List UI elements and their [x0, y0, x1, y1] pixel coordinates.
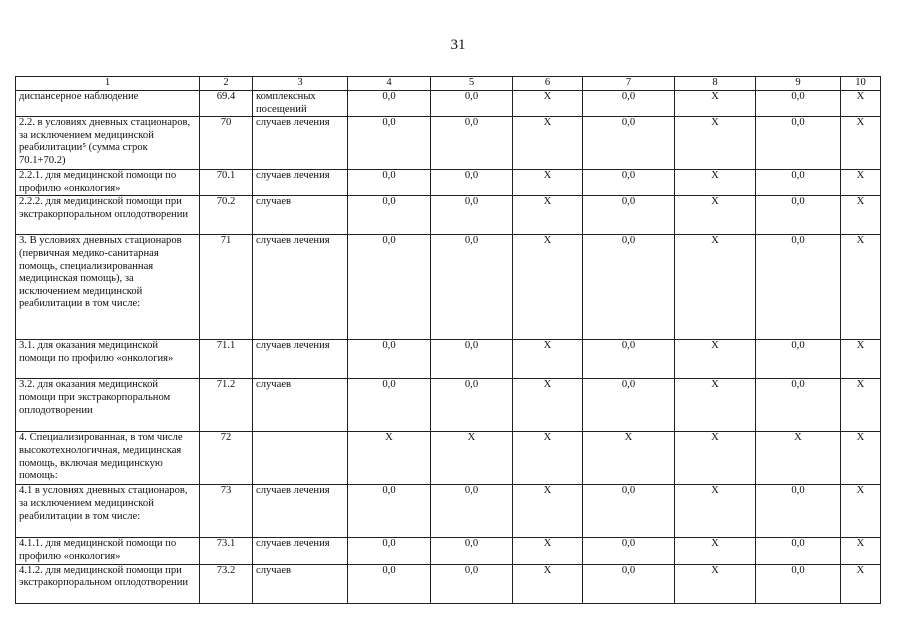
- row-value-cell: Х: [513, 117, 583, 170]
- header-cell: 1: [16, 77, 200, 91]
- row-value-cell: 0,0: [756, 170, 841, 196]
- row-number-cell: 73.1: [200, 538, 253, 564]
- report-table: [15, 76, 881, 604]
- row-value-cell: 0,0: [348, 538, 431, 564]
- row-value-cell: 0,0: [756, 196, 841, 235]
- row-value-cell: 0,0: [348, 564, 431, 603]
- header-row: [16, 77, 881, 91]
- header-cell: 8: [675, 77, 756, 91]
- row-value-cell: Х: [513, 170, 583, 196]
- table-row: [16, 379, 881, 432]
- row-value-cell: 0,0: [431, 196, 513, 235]
- row-value-cell: 0,0: [583, 196, 675, 235]
- row-number-cell: 71.1: [200, 340, 253, 379]
- row-value-cell: Х: [841, 432, 881, 485]
- table-row: [16, 340, 881, 379]
- row-unit-cell: случаев лечения: [253, 170, 348, 196]
- row-value-cell: 0,0: [348, 196, 431, 235]
- header-cell: 4: [348, 77, 431, 91]
- row-value-cell: 0,0: [583, 485, 675, 538]
- row-value-cell: Х: [675, 91, 756, 117]
- row-unit-cell: случаев: [253, 564, 348, 603]
- row-name-cell: 4. Специализированная, в том числе высокотехнологичная, медицинская помощь, включая медицинскую помощь:: [16, 432, 200, 485]
- row-value-cell: 0,0: [583, 170, 675, 196]
- row-name-cell: диспансерное наблюдение: [16, 91, 200, 117]
- table-row: [16, 564, 881, 603]
- row-value-cell: Х: [675, 196, 756, 235]
- row-unit-cell: комплексных посещений: [253, 91, 348, 117]
- table-row: [16, 538, 881, 564]
- row-value-cell: Х: [348, 432, 431, 485]
- row-value-cell: Х: [583, 432, 675, 485]
- row-value-cell: 0,0: [348, 91, 431, 117]
- row-value-cell: 0,0: [431, 379, 513, 432]
- row-value-cell: Х: [841, 170, 881, 196]
- row-value-cell: 0,0: [348, 379, 431, 432]
- row-value-cell: 0,0: [756, 538, 841, 564]
- page-number: 31: [450, 37, 466, 53]
- row-value-cell: Х: [756, 432, 841, 485]
- row-value-cell: 0,0: [431, 485, 513, 538]
- row-value-cell: 0,0: [583, 91, 675, 117]
- table-row: [16, 117, 881, 170]
- header-cell: 10: [841, 77, 881, 91]
- row-number-cell: 71: [200, 235, 253, 340]
- header-cell: 9: [756, 77, 841, 91]
- row-value-cell: Х: [513, 432, 583, 485]
- row-number-cell: 70: [200, 117, 253, 170]
- row-number-cell: 70.2: [200, 196, 253, 235]
- row-value-cell: Х: [841, 379, 881, 432]
- row-value-cell: Х: [675, 379, 756, 432]
- row-unit-cell: случаев лечения: [253, 340, 348, 379]
- row-value-cell: Х: [675, 340, 756, 379]
- row-value-cell: 0,0: [583, 538, 675, 564]
- row-value-cell: 0,0: [431, 538, 513, 564]
- row-value-cell: 0,0: [583, 340, 675, 379]
- row-unit-cell: случаев лечения: [253, 235, 348, 340]
- row-value-cell: 0,0: [756, 340, 841, 379]
- row-unit-cell: случаев лечения: [253, 117, 348, 170]
- header-cell: 6: [513, 77, 583, 91]
- row-value-cell: Х: [675, 235, 756, 340]
- row-value-cell: 0,0: [348, 235, 431, 340]
- row-value-cell: Х: [841, 91, 881, 117]
- row-value-cell: Х: [513, 538, 583, 564]
- row-name-cell: 3.2. для оказания медицинской помощи при экстракорпоральном оплодотворении: [16, 379, 200, 432]
- row-number-cell: 73.2: [200, 564, 253, 603]
- row-name-cell: 2.2.1. для медицинской помощи по профилю «онкология»: [16, 170, 200, 196]
- row-value-cell: Х: [675, 538, 756, 564]
- row-value-cell: 0,0: [348, 170, 431, 196]
- row-value-cell: Х: [513, 340, 583, 379]
- row-value-cell: Х: [841, 340, 881, 379]
- row-value-cell: 0,0: [431, 91, 513, 117]
- row-value-cell: Х: [513, 485, 583, 538]
- row-value-cell: Х: [431, 432, 513, 485]
- row-value-cell: Х: [675, 564, 756, 603]
- row-value-cell: 0,0: [583, 235, 675, 340]
- row-value-cell: 0,0: [756, 235, 841, 340]
- row-name-cell: 3.1. для оказания медицинской помощи по профилю «онкология»: [16, 340, 200, 379]
- row-value-cell: 0,0: [583, 117, 675, 170]
- row-name-cell: 4.1.2. для медицинской помощи при экстракорпоральном оплодотворении: [16, 564, 200, 603]
- row-value-cell: Х: [513, 91, 583, 117]
- row-value-cell: Х: [841, 564, 881, 603]
- row-value-cell: Х: [513, 564, 583, 603]
- row-unit-cell: случаев лечения: [253, 538, 348, 564]
- row-value-cell: Х: [841, 538, 881, 564]
- row-number-cell: 73: [200, 485, 253, 538]
- row-value-cell: Х: [675, 170, 756, 196]
- row-value-cell: Х: [841, 196, 881, 235]
- row-value-cell: 0,0: [756, 379, 841, 432]
- row-value-cell: 0,0: [348, 485, 431, 538]
- header-cell: 5: [431, 77, 513, 91]
- row-value-cell: Х: [675, 117, 756, 170]
- row-name-cell: 2.2.2. для медицинской помощи при экстракорпоральном оплодотворении: [16, 196, 200, 235]
- row-name-cell: 2.2. в условиях дневных стационаров, за исключением медицинской реабилитации⁵ (сумма строк 70.1+70.2): [16, 117, 200, 170]
- table-row: [16, 485, 881, 538]
- row-unit-cell: случаев лечения: [253, 485, 348, 538]
- row-value-cell: Х: [841, 485, 881, 538]
- row-value-cell: Х: [513, 379, 583, 432]
- row-value-cell: Х: [675, 485, 756, 538]
- row-value-cell: 0,0: [348, 117, 431, 170]
- row-value-cell: 0,0: [431, 117, 513, 170]
- row-value-cell: 0,0: [583, 564, 675, 603]
- row-value-cell: 0,0: [348, 340, 431, 379]
- row-name-cell: 4.1.1. для медицинской помощи по профилю «онкология»: [16, 538, 200, 564]
- row-value-cell: Х: [513, 196, 583, 235]
- row-unit-cell: [253, 432, 348, 485]
- table-row: [16, 432, 881, 485]
- row-unit-cell: случаев: [253, 196, 348, 235]
- row-value-cell: 0,0: [431, 235, 513, 340]
- row-value-cell: Х: [841, 117, 881, 170]
- row-value-cell: Х: [841, 235, 881, 340]
- row-number-cell: 69.4: [200, 91, 253, 117]
- row-value-cell: 0,0: [431, 340, 513, 379]
- row-number-cell: 71.2: [200, 379, 253, 432]
- row-value-cell: 0,0: [756, 564, 841, 603]
- table-row: [16, 235, 881, 340]
- row-number-cell: 70.1: [200, 170, 253, 196]
- row-name-cell: 3. В условиях дневных стационаров (первичная медико-санитарная помощь, специализированная медицинская помощь), за исключением медицинской реабилитации в том числе:: [16, 235, 200, 340]
- row-value-cell: 0,0: [756, 91, 841, 117]
- header-cell: 3: [253, 77, 348, 91]
- row-name-cell: 4.1 в условиях дневных стационаров, за исключением медицинской реабилитации в том числе:: [16, 485, 200, 538]
- row-number-cell: 72: [200, 432, 253, 485]
- row-value-cell: 0,0: [583, 379, 675, 432]
- table-row: [16, 91, 881, 117]
- row-value-cell: 0,0: [756, 485, 841, 538]
- header-cell: 7: [583, 77, 675, 91]
- header-cell: 2: [200, 77, 253, 91]
- row-unit-cell: случаев: [253, 379, 348, 432]
- row-value-cell: 0,0: [431, 170, 513, 196]
- table-row: [16, 170, 881, 196]
- row-value-cell: Х: [675, 432, 756, 485]
- row-value-cell: 0,0: [431, 564, 513, 603]
- row-value-cell: Х: [513, 235, 583, 340]
- table-row: [16, 196, 881, 235]
- row-value-cell: 0,0: [756, 117, 841, 170]
